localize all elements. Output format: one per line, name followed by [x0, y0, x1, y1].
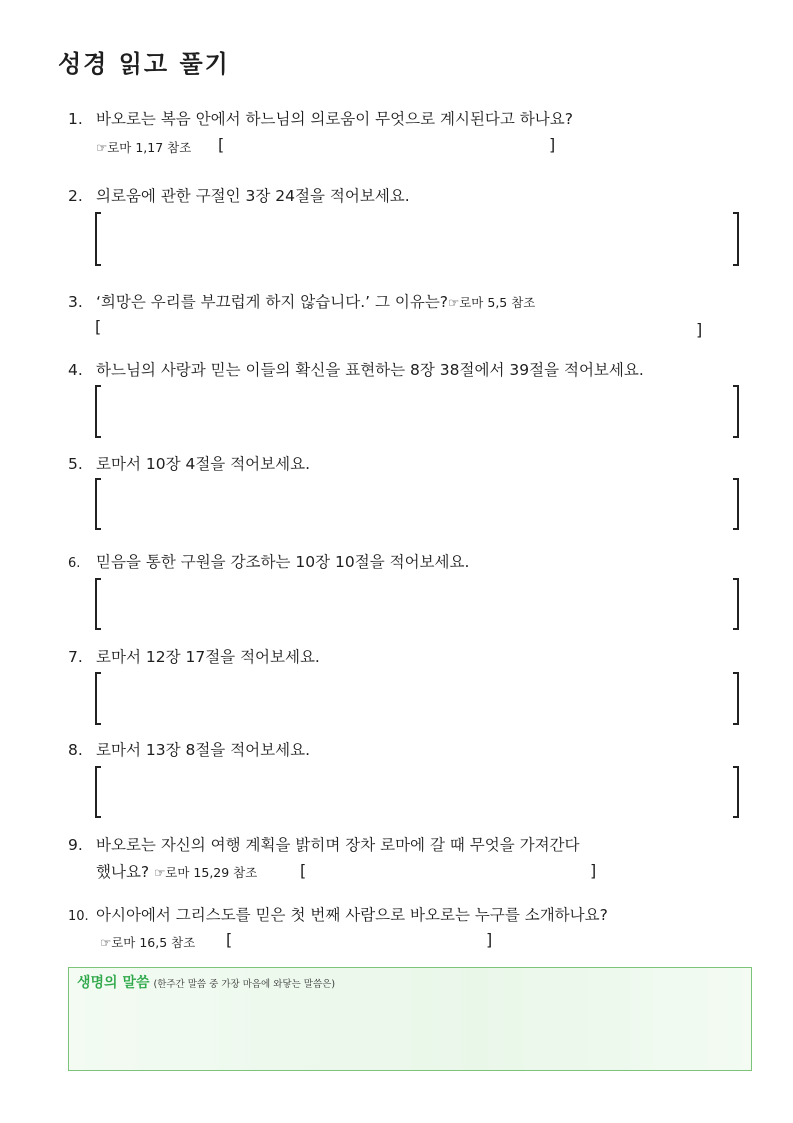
question-number: 6. [68, 556, 81, 571]
question-4 [68, 358, 644, 380]
right-bracket [733, 385, 739, 438]
left-bracket [95, 478, 101, 530]
answer-close-bracket: ] [486, 930, 493, 949]
question-text: 로마서 12장 17절을 적어보세요. [96, 648, 320, 666]
answer-open-bracket: [ [218, 135, 225, 154]
question-7 [68, 645, 320, 667]
question-text: 로마서 13장 8절을 적어보세요. [96, 741, 310, 759]
question-5 [68, 452, 310, 474]
question-1 [68, 107, 573, 129]
left-bracket [95, 385, 101, 438]
question-9 [68, 833, 580, 855]
question-text: 하느님의 사랑과 믿는 이들의 확신을 표현하는 8장 38절에서 39절을 적어보세요. [96, 361, 644, 379]
question-number: 9. [68, 836, 83, 854]
answer-close-bracket: ] [696, 320, 703, 339]
question-text: 믿음을 통한 구원을 강조하는 10장 10절을 적어보세요. [96, 553, 470, 571]
right-bracket [733, 766, 739, 818]
question-number: 10. [68, 909, 89, 924]
question-3 [68, 290, 535, 312]
answer-box-6[interactable] [95, 578, 739, 630]
word-of-life-box[interactable] [68, 967, 752, 1071]
reference-3: ☞로마 5,5 참조 [448, 295, 536, 310]
question-number: 4. [68, 361, 83, 379]
question-number: 8. [68, 741, 83, 759]
question-9-continued [96, 860, 257, 882]
question-number: 5. [68, 455, 83, 473]
question-number: 2. [68, 187, 83, 205]
answer-box-2[interactable] [95, 212, 739, 266]
question-text: 아시아에서 그리스도를 믿은 첫 번째 사람으로 바오로는 누구를 소개하나요? [96, 906, 608, 924]
left-bracket [95, 578, 101, 630]
question-6 [68, 550, 469, 572]
question-8 [68, 738, 310, 760]
question-10 [68, 903, 608, 925]
reference-1: ☞로마 1,17 참조 [96, 140, 192, 155]
answer-box-7[interactable] [95, 672, 739, 725]
word-of-life-subtitle: (한주간 말씀 중 가장 마음에 와닿는 말씀은) [153, 979, 336, 990]
answer-open-bracket: [ [95, 317, 102, 336]
right-bracket [733, 212, 739, 266]
question-number: 7. [68, 648, 83, 666]
question-text: 했나요? [96, 863, 150, 881]
question-2 [68, 184, 410, 206]
page-title: 성경 읽고 풀기 [58, 50, 230, 78]
right-bracket [733, 672, 739, 725]
question-text: 의로움에 관한 구절인 3장 24절을 적어보세요. [96, 187, 410, 205]
left-bracket [95, 766, 101, 818]
reference-9: ☞로마 15,29 참조 [154, 865, 258, 880]
answer-open-bracket: [ [300, 861, 307, 880]
question-number: 3. [68, 293, 83, 311]
answer-close-bracket: ] [590, 861, 597, 880]
reference-10: ☞로마 16,5 참조 [100, 935, 196, 950]
answer-box-8[interactable] [95, 766, 739, 818]
question-number: 1. [68, 110, 83, 128]
question-text: 로마서 10장 4절을 적어보세요. [96, 455, 310, 473]
right-bracket [733, 578, 739, 630]
word-of-life-heading: 생명의 말씀 [77, 975, 150, 991]
answer-open-bracket: [ [226, 930, 233, 949]
answer-box-4[interactable] [95, 385, 739, 438]
question-text: ‘희망은 우리를 부끄럽게 하지 않습니다.’ 그 이유는? [96, 293, 449, 311]
left-bracket [95, 672, 101, 725]
word-of-life-title [77, 972, 335, 992]
answer-close-bracket: ] [549, 135, 556, 154]
question-text: 바오로는 자신의 여행 계획을 밝히며 장차 로마에 갈 때 무엇을 가져간다 [96, 836, 580, 854]
right-bracket [733, 478, 739, 530]
left-bracket [95, 212, 101, 266]
question-text: 바오로는 복음 안에서 하느님의 의로움이 무엇으로 계시된다고 하나요? [96, 110, 573, 128]
answer-box-5[interactable] [95, 478, 739, 530]
